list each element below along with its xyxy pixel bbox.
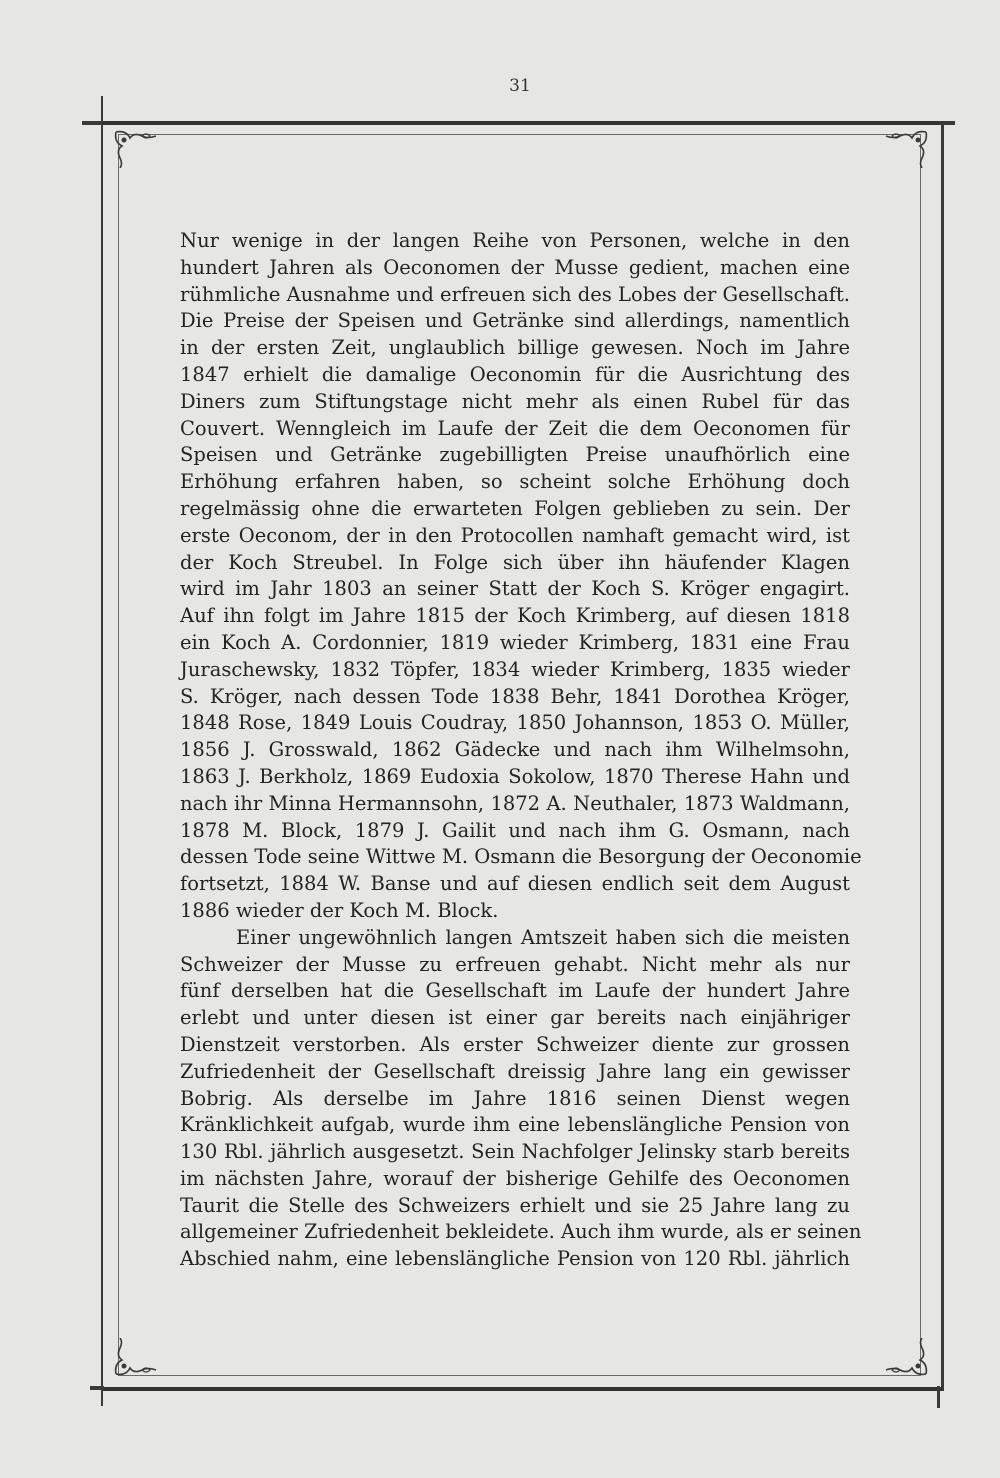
- text-line: nach ihr Minna Hermannsohn, 1872 A. Neuthaler, 1873 Waldmann,: [180, 791, 850, 815]
- text-line: in der ersten Zeit, unglaublich billige gewesen. Noch im Jahre: [180, 336, 850, 360]
- corner-ornament-top-right: [870, 128, 930, 168]
- text-line: Couvert. Wenngleich im Laufe der Zeit die dem Oeconomen für: [180, 416, 850, 440]
- text-line: 1863 J. Berkholz, 1869 Eudoxia Sokolow, 1870 Therese Hahn und: [180, 764, 850, 788]
- body-text: [180, 228, 862, 1273]
- corner-ornament-top-left: [112, 128, 172, 168]
- text-line: 130 Rbl. jährlich ausgesetzt. Sein Nachfolger Jelinsky starb bereits: [180, 1140, 850, 1164]
- frame-overhang-top-left: [101, 96, 103, 122]
- frame-overhang-top-right: [939, 121, 955, 125]
- frame-overhang-bottom-right-v: [937, 1386, 940, 1408]
- text-line: Schweizer der Musse zu erfreuen gehabt. Nicht mehr als nur: [180, 952, 850, 976]
- paragraph-2: [180, 925, 862, 1273]
- text-line: 1847 erhielt die damalige Oeconomin für die Ausrichtung des: [180, 362, 850, 386]
- text-line: 1848 Rose, 1849 Louis Coudray, 1850 Johannson, 1853 O. Müller,: [180, 711, 850, 735]
- text-line: 1886 wieder der Koch M. Block.: [180, 898, 499, 922]
- text-line: Auf ihn folgt im Jahre 1815 der Koch Krimberg, auf diesen 1818: [180, 604, 850, 628]
- text-line: wird im Jahr 1803 an seiner Statt der Koch S. Kröger engagirt.: [180, 577, 850, 601]
- text-line: Taurit die Stelle des Schweizers erhielt und sie 25 Jahre lang zu: [180, 1193, 850, 1217]
- text-line: 1856 J. Grosswald, 1862 Gädecke und nach ihm Wilhelmsohn,: [180, 738, 850, 762]
- text-line: der Koch Streubel. In Folge sich über ihn häufender Klagen: [180, 550, 850, 574]
- text-line: regelmässig ohne die erwarteten Folgen geblieben zu sein. Der: [180, 496, 850, 520]
- text-line: fünf derselben hat die Gesellschaft im Laufe der hundert Jahre: [180, 979, 850, 1003]
- text-line: hundert Jahren als Oeconomen der Musse gedient, machen eine: [180, 255, 850, 279]
- text-line: ein Koch A. Cordonnier, 1819 wieder Krimberg, 1831 eine Frau: [180, 630, 850, 654]
- text-line: Zufriedenheit der Gesellschaft dreissig Jahre lang ein gewisser: [180, 1059, 850, 1083]
- text-line: erlebt und unter diesen ist einer gar bereits nach einjähriger: [180, 1006, 850, 1030]
- text-line: rühmliche Ausnahme und erfreuen sich des Lobes der Gesellschaft.: [180, 282, 850, 306]
- text-line: Juraschewsky, 1832 Töpfer, 1834 wieder Krimberg, 1835 wieder: [180, 657, 850, 681]
- corner-ornament-bottom-right: [870, 1338, 930, 1378]
- text-line: 1878 M. Block, 1879 J. Gailit und nach ihm G. Osmann, nach: [180, 818, 850, 842]
- text-line: Bobrig. Als derselbe im Jahre 1816 seinen Dienst wegen: [180, 1086, 850, 1110]
- text-line: fortsetzt, 1884 W. Banse und auf diesen endlich seit dem August: [180, 872, 850, 896]
- text-line: dessen Tode seine Wittwe M. Osmann die Besorgung der Oeconomie: [180, 845, 862, 869]
- text-line: Die Preise der Speisen und Getränke sind allerdings, namentlich: [180, 309, 850, 333]
- corner-ornament-bottom-left: [112, 1338, 172, 1378]
- frame-overhang-bottom-left-v: [101, 1386, 103, 1406]
- text-line: S. Kröger, nach dessen Tode 1838 Behr, 1841 Dorothea Kröger,: [180, 684, 850, 708]
- text-line: Einer ungewöhnlich langen Amtszeit haben sich die meisten: [236, 925, 850, 949]
- text-line: Speisen und Getränke zugebilligten Preise unaufhörlich eine: [180, 443, 850, 467]
- text-line: Abschied nahm, eine lebenslängliche Pension von 120 Rbl. jährlich: [180, 1247, 850, 1271]
- paragraph-1: [180, 228, 862, 925]
- frame-overhang-top-left-h: [82, 121, 102, 125]
- text-line: erste Oeconom, der in den Protocollen namhaft gemacht wird, ist: [180, 523, 850, 547]
- text-line: Dienstzeit verstorben. Als erster Schweizer diente zur grossen: [180, 1032, 850, 1056]
- text-line: im nächsten Jahre, worauf der bisherige Gehilfe des Oeconomen: [180, 1166, 850, 1190]
- text-line: Nur wenige in der langen Reihe von Personen, welche in den: [180, 229, 850, 252]
- page-number: 31: [509, 76, 531, 96]
- text-line: allgemeiner Zufriedenheit bekleidete. Auch ihm wurde, als er seinen: [180, 1220, 862, 1244]
- text-line: Diners zum Stiftungstage nicht mehr als einen Rubel für das: [180, 389, 850, 413]
- text-line: Kränklichkeit aufgab, wurde ihm eine lebenslängliche Pension von: [180, 1113, 850, 1137]
- text-line: Erhöhung erfahren haben, so scheint solche Erhöhung doch: [180, 470, 850, 494]
